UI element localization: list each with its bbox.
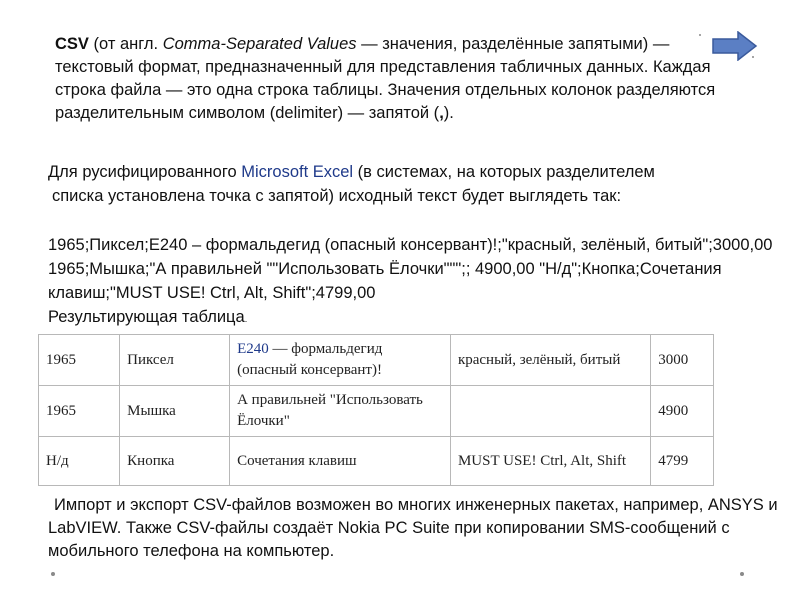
cell-color: красный, зелёный, битый — [450, 335, 650, 386]
note-line2: списка установлена точка с запятой) исходный текст будет выглядеть так: — [52, 187, 622, 205]
microsoft-excel-link[interactable]: Microsoft Excel — [241, 163, 354, 181]
excel-note — [48, 160, 793, 208]
cell-item: Пиксел — [120, 335, 230, 386]
result-table-label: Результирующая таблица — [48, 308, 245, 326]
cell-item: Мышка — [120, 386, 230, 437]
note-text: (в системах, на которых разделителем — [353, 163, 655, 181]
cell-item: Кнопка — [120, 437, 230, 486]
csv-example-text: 1965;Пиксел;E240 – формальдегид (опасный консервант)!;"красный, зелёный, битый";3000,00 1965;Мышка;"А правильней ""Использовать Ёлочки""";; 4900,00 "Н/д";Кнопка;Сочетания клавиш;"MUST USE! Ctrl, Alt, Shift";4799,00 — [48, 236, 773, 302]
table-row — [39, 437, 714, 486]
intro-text: — значения, разделённые запятыми) — текстовый формат, предназначенный для представления табличных данных. Каждая строка файла — это одна строка таблицы. Значения отдельных колонок разделяются разделительным символом (delimiter) — запятой ( — [55, 35, 716, 122]
table-row — [39, 386, 714, 437]
decor-dot — [740, 572, 744, 576]
table-row — [39, 335, 714, 386]
intro-comma: , — [439, 104, 444, 122]
cell-color: MUST USE! Ctrl, Alt, Shift — [450, 437, 650, 486]
cell-price: 4799 — [651, 437, 714, 486]
csv-example — [48, 233, 793, 331]
result-label-dot: . — [244, 314, 248, 324]
cell-description: А правильней "Использовать Ёлочки" — [230, 386, 451, 437]
intro-paragraph — [55, 33, 735, 125]
e240-link[interactable]: E240 — [237, 341, 269, 357]
closing-paragraph — [48, 494, 793, 563]
cell-price: 4900 — [651, 386, 714, 437]
intro-text: (от англ. — [88, 35, 163, 53]
decor-dot — [51, 572, 55, 576]
note-text: Для русифицированного — [48, 163, 242, 181]
cell-description: Сочетания клавиш — [230, 437, 451, 486]
intro-english: Comma-Separated Values — [162, 35, 357, 53]
closing-text: Импорт и экспорт CSV-файлов возможен во многих инженерных пакетах, например, ANSYS и LabVIEW. Также CSV-файлы создаёт Nokia PC Suite при копировании SMS-сообщений с мобильного телефона на компьютер. — [48, 496, 778, 560]
intro-text: ). — [443, 104, 454, 122]
cell-year: 1965 — [39, 386, 120, 437]
cell-year: 1965 — [39, 335, 120, 386]
decor-dot — [752, 56, 754, 58]
cell-year: Н/д — [39, 437, 120, 486]
cell-color — [450, 386, 650, 437]
cell-description — [230, 335, 451, 386]
cell-price: 3000 — [651, 335, 714, 386]
result-table — [38, 334, 714, 486]
cell-description-text: — формальдегид (опасный консервант)! — [237, 341, 383, 378]
intro-term: CSV — [55, 35, 89, 53]
